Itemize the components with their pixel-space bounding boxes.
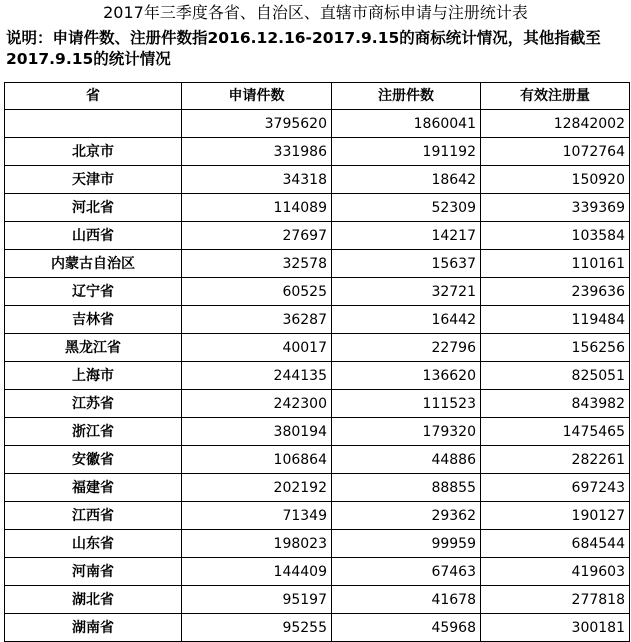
table-row (5, 474, 630, 502)
table-note (6, 28, 628, 70)
cell-province: 内蒙古自治区 (5, 250, 182, 278)
cell-valid-registrations: 110161 (481, 250, 630, 278)
cell-applications: 380194 (182, 418, 332, 446)
cell-applications: 32578 (182, 250, 332, 278)
cell-valid-registrations: 12842002 (481, 110, 630, 138)
cell-valid-registrations: 684544 (481, 530, 630, 558)
cell-registrations: 1860041 (332, 110, 481, 138)
cell-valid-registrations: 419603 (481, 558, 630, 586)
cell-province: 上海市 (5, 362, 182, 390)
cell-registrations: 179320 (332, 418, 481, 446)
table-row (5, 530, 630, 558)
table-row (5, 278, 630, 306)
cell-province: 福建省 (5, 474, 182, 502)
cell-applications: 202192 (182, 474, 332, 502)
cell-applications: 60525 (182, 278, 332, 306)
cell-applications: 27697 (182, 222, 332, 250)
cell-registrations: 88855 (332, 474, 481, 502)
cell-province: 北京市 (5, 138, 182, 166)
cell-valid-registrations: 239636 (481, 278, 630, 306)
note-line-2: 2017.9.15的统计情况 (6, 50, 171, 68)
cell-valid-registrations: 282261 (481, 446, 630, 474)
cell-registrations: 16442 (332, 306, 481, 334)
cell-valid-registrations: 825051 (481, 362, 630, 390)
cell-province: 安徽省 (5, 446, 182, 474)
cell-valid-registrations: 277818 (481, 586, 630, 614)
cell-province: 河北省 (5, 194, 182, 222)
cell-applications: 40017 (182, 334, 332, 362)
cell-registrations: 41678 (332, 586, 481, 614)
cell-applications: 95255 (182, 614, 332, 642)
cell-province: 辽宁省 (5, 278, 182, 306)
cell-applications: 95197 (182, 586, 332, 614)
cell-applications: 114089 (182, 194, 332, 222)
table-row (5, 586, 630, 614)
cell-valid-registrations: 1072764 (481, 138, 630, 166)
header-valid-registrations: 有效注册量 (481, 83, 630, 110)
cell-province: 吉林省 (5, 306, 182, 334)
cell-province (5, 110, 182, 138)
cell-province: 江西省 (5, 502, 182, 530)
table-row (5, 446, 630, 474)
cell-valid-registrations: 103584 (481, 222, 630, 250)
cell-registrations: 99959 (332, 530, 481, 558)
cell-province: 山西省 (5, 222, 182, 250)
cell-valid-registrations: 119484 (481, 306, 630, 334)
table-row (5, 502, 630, 530)
table-row (5, 614, 630, 642)
cell-registrations: 52309 (332, 194, 481, 222)
cell-province: 江苏省 (5, 390, 182, 418)
table-row (5, 110, 630, 138)
table-row (5, 250, 630, 278)
header-province: 省 (5, 83, 182, 110)
table-body (5, 110, 630, 642)
cell-applications: 242300 (182, 390, 332, 418)
cell-applications: 71349 (182, 502, 332, 530)
cell-province: 湖北省 (5, 586, 182, 614)
table-row (5, 418, 630, 446)
table-row (5, 194, 630, 222)
cell-registrations: 191192 (332, 138, 481, 166)
cell-province: 湖南省 (5, 614, 182, 642)
cell-province: 山东省 (5, 530, 182, 558)
table-row (5, 390, 630, 418)
trademark-stats-table (4, 82, 630, 642)
cell-applications: 331986 (182, 138, 332, 166)
cell-registrations: 15637 (332, 250, 481, 278)
cell-province: 河南省 (5, 558, 182, 586)
cell-valid-registrations: 339369 (481, 194, 630, 222)
cell-applications: 36287 (182, 306, 332, 334)
cell-province: 天津市 (5, 166, 182, 194)
cell-registrations: 29362 (332, 502, 481, 530)
note-line-1: 说明：申请件数、注册件数指2016.12.16-2017.9.15的商标统计情况，其他指截至 (6, 29, 601, 47)
table-row (5, 138, 630, 166)
cell-valid-registrations: 156256 (481, 334, 630, 362)
cell-applications: 144409 (182, 558, 332, 586)
cell-registrations: 111523 (332, 390, 481, 418)
cell-province: 黑龙江省 (5, 334, 182, 362)
table-row (5, 558, 630, 586)
cell-registrations: 45968 (332, 614, 481, 642)
table-row (5, 334, 630, 362)
cell-valid-registrations: 697243 (481, 474, 630, 502)
cell-registrations: 44886 (332, 446, 481, 474)
cell-valid-registrations: 1475465 (481, 418, 630, 446)
header-registrations: 注册件数 (332, 83, 481, 110)
table-row (5, 306, 630, 334)
cell-registrations: 14217 (332, 222, 481, 250)
cell-registrations: 22796 (332, 334, 481, 362)
cell-applications: 198023 (182, 530, 332, 558)
cell-applications: 34318 (182, 166, 332, 194)
cell-applications: 244135 (182, 362, 332, 390)
cell-registrations: 67463 (332, 558, 481, 586)
cell-valid-registrations: 150920 (481, 166, 630, 194)
cell-province: 浙江省 (5, 418, 182, 446)
table-row (5, 166, 630, 194)
cell-applications: 3795620 (182, 110, 332, 138)
header-row (5, 83, 630, 110)
cell-registrations: 32721 (332, 278, 481, 306)
header-applications: 申请件数 (182, 83, 332, 110)
cell-valid-registrations: 843982 (481, 390, 630, 418)
cell-valid-registrations: 190127 (481, 502, 630, 530)
cell-applications: 106864 (182, 446, 332, 474)
table-row (5, 222, 630, 250)
cell-registrations: 136620 (332, 362, 481, 390)
table-row (5, 362, 630, 390)
cell-registrations: 18642 (332, 166, 481, 194)
cell-valid-registrations: 300181 (481, 614, 630, 642)
page-title: 2017年三季度各省、自治区、直辖市商标申请与注册统计表 (103, 3, 528, 22)
